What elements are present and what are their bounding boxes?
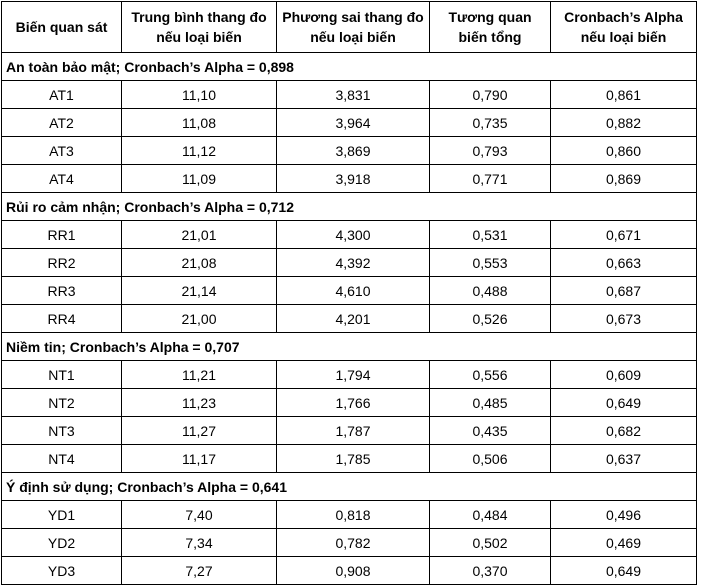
cell-variable: NT3	[2, 417, 122, 445]
cell-variance-if-deleted: 3,964	[277, 109, 430, 137]
cell-variance-if-deleted: 4,300	[277, 221, 430, 249]
header-row	[2, 2, 697, 53]
cell-variance-if-deleted: 1,766	[277, 389, 430, 417]
cell-variable: AT3	[2, 137, 122, 165]
header-mean-if-deleted: Trung bình thang đo nếu loại biến	[122, 2, 277, 53]
cell-mean-if-deleted: 11,09	[122, 165, 277, 193]
cell-variance-if-deleted: 4,610	[277, 277, 430, 305]
table-row	[2, 109, 697, 137]
cell-mean-if-deleted: 21,01	[122, 221, 277, 249]
cell-variable: RR1	[2, 221, 122, 249]
cell-mean-if-deleted: 7,40	[122, 501, 277, 529]
cell-alpha-if-deleted: 0,882	[551, 109, 697, 137]
cell-mean-if-deleted: 11,27	[122, 417, 277, 445]
cell-mean-if-deleted: 11,12	[122, 137, 277, 165]
cell-item-total-correlation: 0,506	[430, 445, 551, 473]
cell-variance-if-deleted: 1,794	[277, 361, 430, 389]
cell-alpha-if-deleted: 0,469	[551, 529, 697, 557]
cell-alpha-if-deleted: 0,663	[551, 249, 697, 277]
cell-item-total-correlation: 0,488	[430, 277, 551, 305]
cell-alpha-if-deleted: 0,609	[551, 361, 697, 389]
cell-mean-if-deleted: 7,27	[122, 557, 277, 585]
cell-item-total-correlation: 0,531	[430, 221, 551, 249]
cell-alpha-if-deleted: 0,649	[551, 389, 697, 417]
cell-alpha-if-deleted: 0,861	[551, 81, 697, 109]
group-title: An toàn bảo mật; Cronbach’s Alpha = 0,898	[2, 53, 697, 81]
group-row	[2, 193, 697, 221]
group-title: Niềm tin; Cronbach’s Alpha = 0,707	[2, 333, 697, 361]
cell-variance-if-deleted: 1,787	[277, 417, 430, 445]
cell-item-total-correlation: 0,771	[430, 165, 551, 193]
table-row	[2, 221, 697, 249]
group-row	[2, 53, 697, 81]
cell-mean-if-deleted: 21,14	[122, 277, 277, 305]
group-title: Rủi ro cảm nhận; Cronbach’s Alpha = 0,712	[2, 193, 697, 221]
table-row	[2, 137, 697, 165]
table-row	[2, 361, 697, 389]
table-row	[2, 501, 697, 529]
cell-alpha-if-deleted: 0,671	[551, 221, 697, 249]
cell-alpha-if-deleted: 0,496	[551, 501, 697, 529]
cell-item-total-correlation: 0,553	[430, 249, 551, 277]
cell-mean-if-deleted: 21,00	[122, 305, 277, 333]
table-row	[2, 249, 697, 277]
cell-item-total-correlation: 0,735	[430, 109, 551, 137]
cell-variable: RR3	[2, 277, 122, 305]
cell-item-total-correlation: 0,485	[430, 389, 551, 417]
cell-mean-if-deleted: 21,08	[122, 249, 277, 277]
cell-variable: RR2	[2, 249, 122, 277]
cell-variance-if-deleted: 3,831	[277, 81, 430, 109]
cell-variable: NT2	[2, 389, 122, 417]
cell-variable: NT4	[2, 445, 122, 473]
header-alpha-if-deleted: Cronbach’s Alpha nếu loại biến	[551, 2, 697, 53]
table-row	[2, 165, 697, 193]
cell-alpha-if-deleted: 0,673	[551, 305, 697, 333]
cell-variance-if-deleted: 0,818	[277, 501, 430, 529]
group-title: Ý định sử dụng; Cronbach’s Alpha = 0,641	[2, 473, 697, 501]
reliability-table	[1, 1, 697, 585]
cell-variance-if-deleted: 4,201	[277, 305, 430, 333]
cell-mean-if-deleted: 7,34	[122, 529, 277, 557]
table-row	[2, 529, 697, 557]
cell-alpha-if-deleted: 0,649	[551, 557, 697, 585]
cell-variable: AT4	[2, 165, 122, 193]
cell-variance-if-deleted: 3,918	[277, 165, 430, 193]
cell-variable: YD3	[2, 557, 122, 585]
cell-alpha-if-deleted: 0,860	[551, 137, 697, 165]
cell-variable: YD1	[2, 501, 122, 529]
cell-item-total-correlation: 0,526	[430, 305, 551, 333]
cell-alpha-if-deleted: 0,869	[551, 165, 697, 193]
cell-mean-if-deleted: 11,21	[122, 361, 277, 389]
cell-alpha-if-deleted: 0,682	[551, 417, 697, 445]
header-item-total-correlation: Tương quan biến tổng	[430, 2, 551, 53]
cell-mean-if-deleted: 11,10	[122, 81, 277, 109]
cell-variance-if-deleted: 0,782	[277, 529, 430, 557]
cell-mean-if-deleted: 11,23	[122, 389, 277, 417]
cell-variable: YD2	[2, 529, 122, 557]
table-row	[2, 389, 697, 417]
table-row	[2, 417, 697, 445]
cell-variable: AT1	[2, 81, 122, 109]
table-row	[2, 81, 697, 109]
header-variable: Biến quan sát	[2, 2, 122, 53]
cell-alpha-if-deleted: 0,637	[551, 445, 697, 473]
cell-item-total-correlation: 0,556	[430, 361, 551, 389]
cell-mean-if-deleted: 11,08	[122, 109, 277, 137]
table-row	[2, 305, 697, 333]
cell-variable: AT2	[2, 109, 122, 137]
cell-variable: NT1	[2, 361, 122, 389]
table-body	[2, 53, 697, 585]
header-variance-if-deleted: Phương sai thang đo nếu loại biến	[277, 2, 430, 53]
group-row	[2, 333, 697, 361]
cell-mean-if-deleted: 11,17	[122, 445, 277, 473]
cell-item-total-correlation: 0,484	[430, 501, 551, 529]
cell-variance-if-deleted: 3,869	[277, 137, 430, 165]
cell-item-total-correlation: 0,435	[430, 417, 551, 445]
group-row	[2, 473, 697, 501]
table-row	[2, 557, 697, 585]
cell-item-total-correlation: 0,790	[430, 81, 551, 109]
cell-item-total-correlation: 0,793	[430, 137, 551, 165]
cell-variable: RR4	[2, 305, 122, 333]
table-row	[2, 277, 697, 305]
cell-variance-if-deleted: 4,392	[277, 249, 430, 277]
table-row	[2, 445, 697, 473]
cell-alpha-if-deleted: 0,687	[551, 277, 697, 305]
cell-item-total-correlation: 0,370	[430, 557, 551, 585]
cell-variance-if-deleted: 1,785	[277, 445, 430, 473]
cell-item-total-correlation: 0,502	[430, 529, 551, 557]
cell-variance-if-deleted: 0,908	[277, 557, 430, 585]
